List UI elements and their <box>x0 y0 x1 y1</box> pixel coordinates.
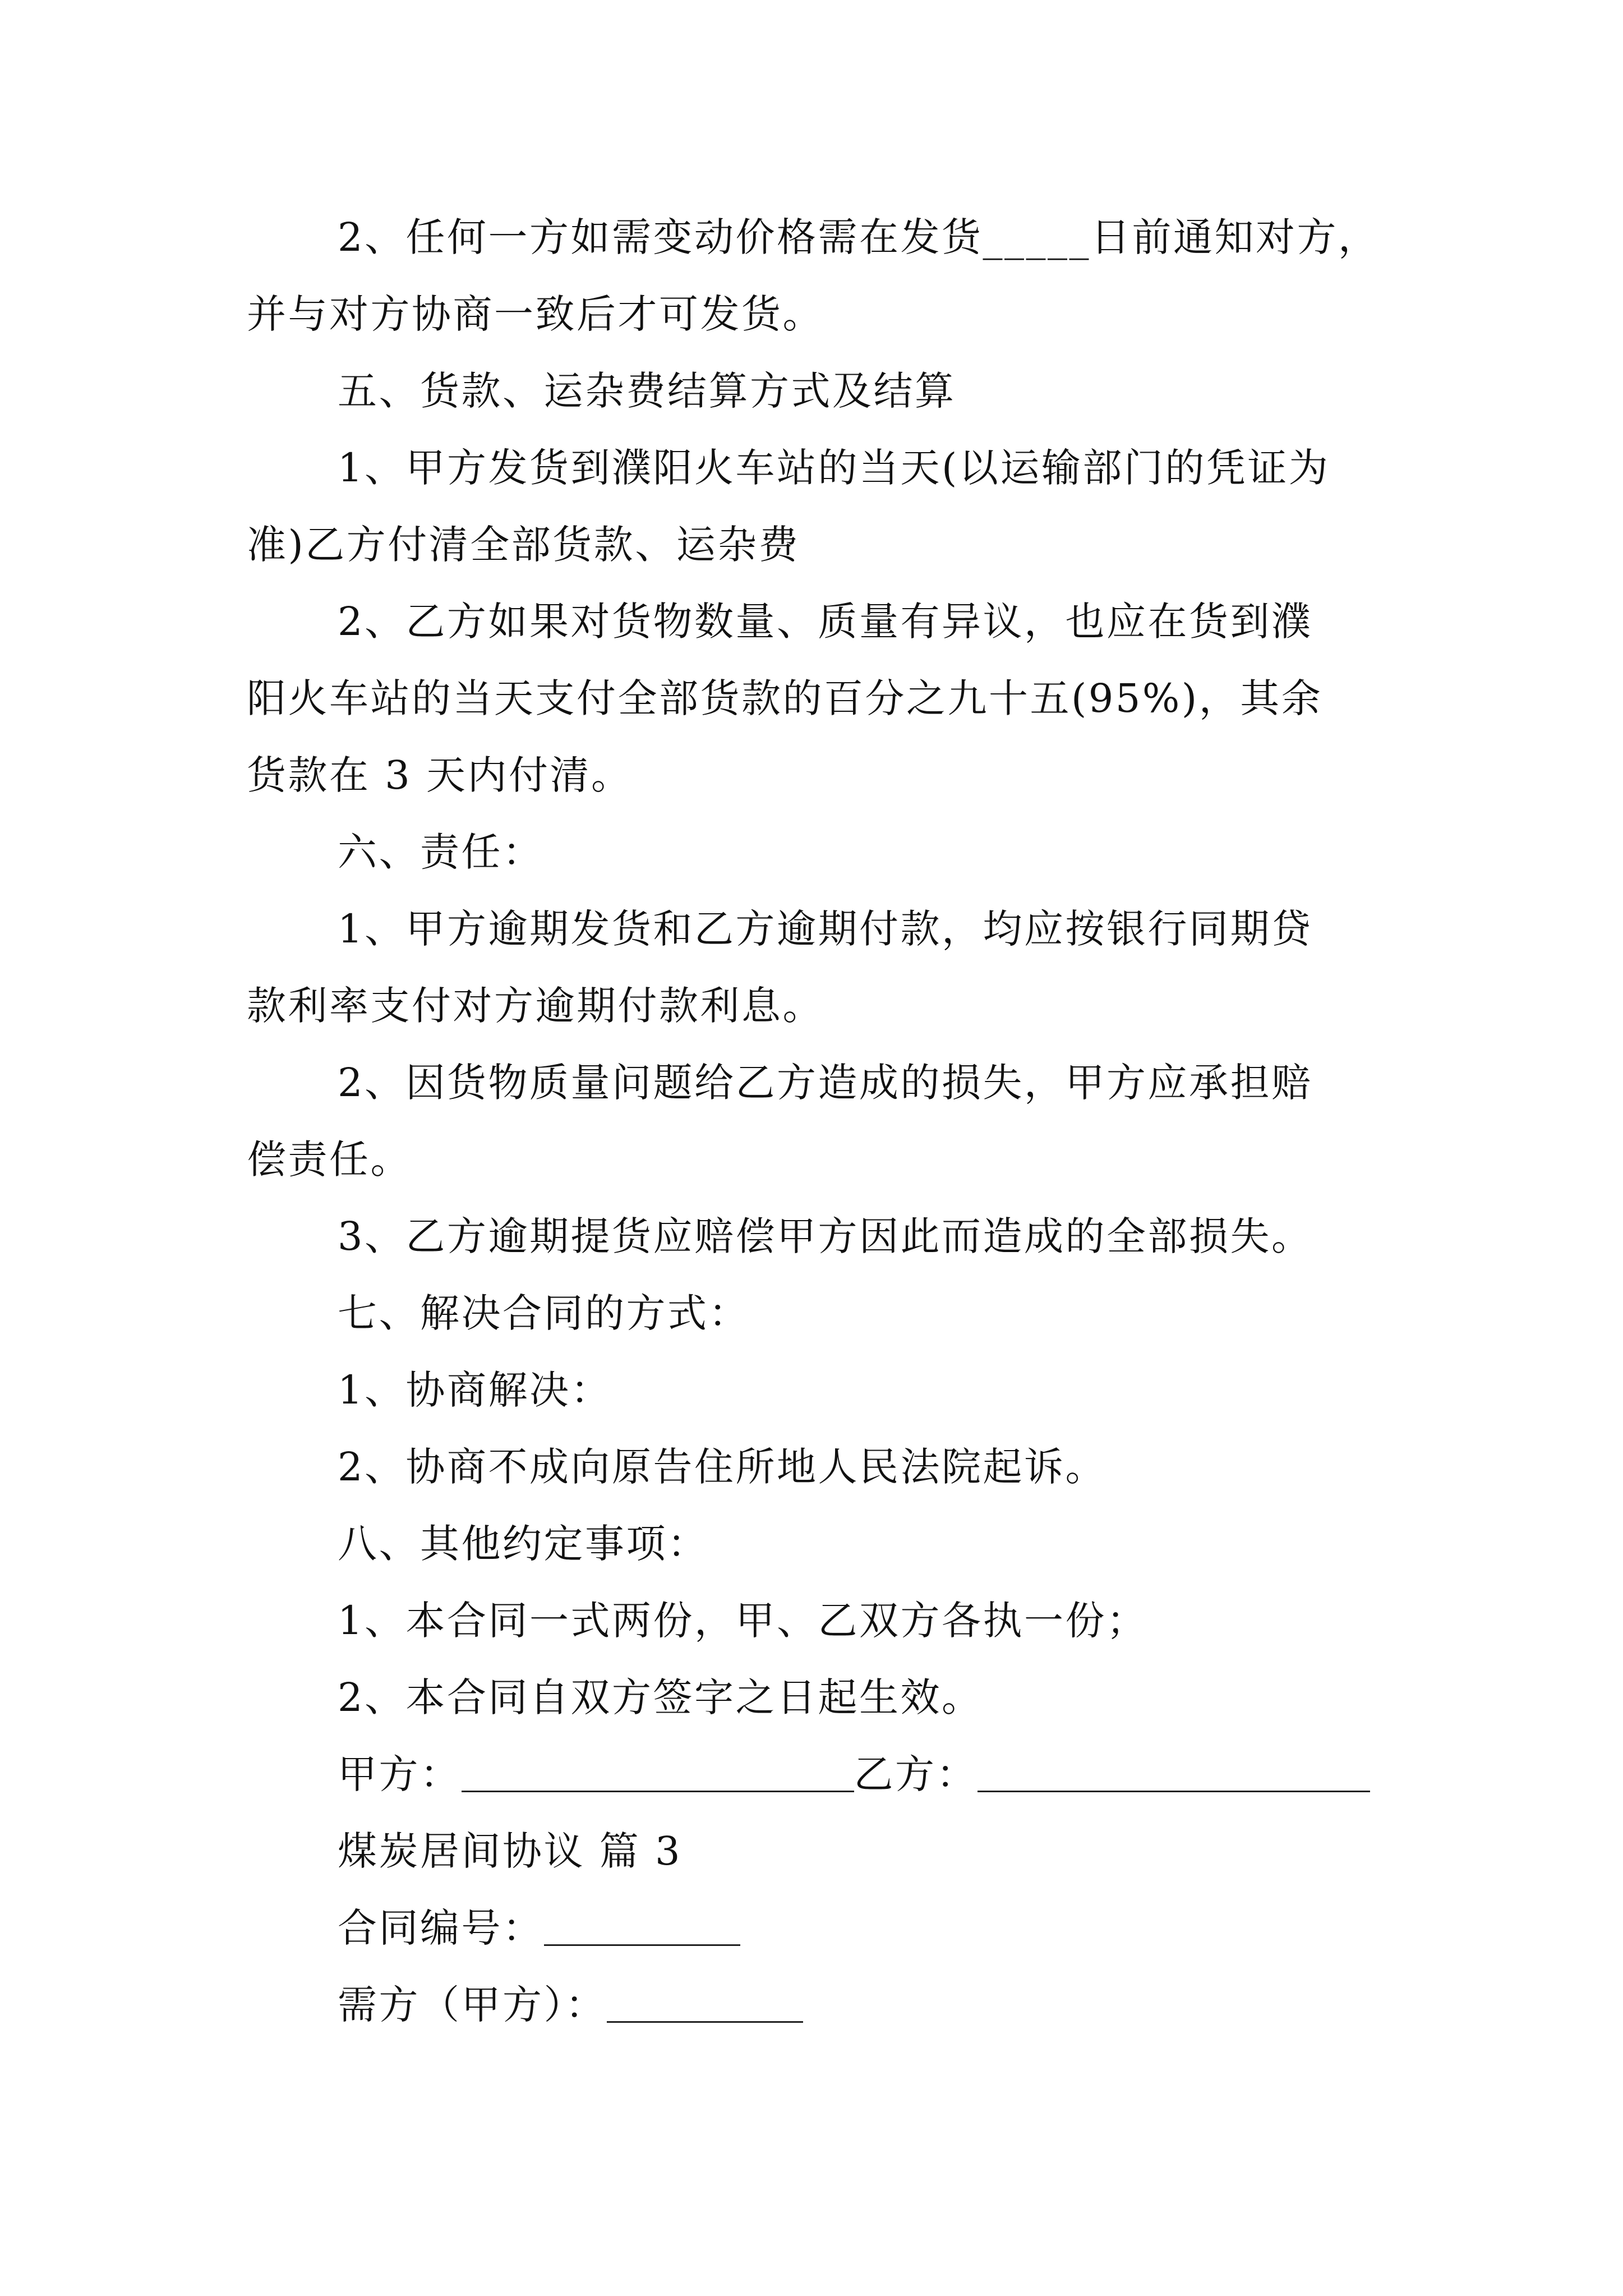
buyer-blank <box>607 2021 803 2023</box>
contract-number-line <box>338 1905 740 1951</box>
clause-payment-1: 1、甲方发货到濮阳火车站的当天(以运输部门的凭证为 <box>338 445 1330 491</box>
clause-price-change-notice: 2、任何一方如需变动价格需在发货_____日前通知对方， <box>338 214 1380 260</box>
party-a-label: 甲方： <box>338 1751 462 1797</box>
clause-liability-1-cont: 款利率支付对方逾期付款利息。 <box>247 983 824 1029</box>
clause-other-1: 1、本合同一式两份，甲、乙双方各执一份； <box>338 1598 1148 1644</box>
buyer-label: 需方（甲方）： <box>338 1982 607 2028</box>
contract-number-blank <box>544 1944 740 1946</box>
heading-liability: 六、责任： <box>338 829 544 875</box>
clause-liability-2: 2、因货物质量问题给乙方造成的损失，甲方应承担赔 <box>338 1060 1313 1106</box>
party-b-signature-blank <box>978 1790 1370 1792</box>
heading-dispute-resolution: 七、解决合同的方式： <box>338 1290 750 1336</box>
clause-liability-2-cont: 偿责任。 <box>247 1137 412 1182</box>
signature-line <box>338 1751 1370 1797</box>
contract-number-label: 合同编号： <box>338 1905 544 1951</box>
clause-other-2: 2、本合同自双方签字之日起生效。 <box>338 1674 983 1720</box>
clause-price-change-notice-cont: 并与对方协商一致后才可发货。 <box>247 291 824 337</box>
clause-payment-2: 2、乙方如果对货物数量、质量有异议，也应在货到濮 <box>338 599 1313 645</box>
section-title: 煤炭居间协议 篇 3 <box>338 1828 683 1874</box>
clause-payment-1-cont: 准)乙方付清全部货款、运杂费 <box>247 522 800 568</box>
clause-payment-2-cont2: 货款在 3 天内付清。 <box>247 752 633 798</box>
clause-liability-3: 3、乙方逾期提货应赔偿甲方因此而造成的全部损失。 <box>338 1213 1313 1259</box>
heading-other-matters: 八、其他约定事项： <box>338 1521 709 1567</box>
clause-liability-1: 1、甲方逾期发货和乙方逾期付款，均应按银行同期贷 <box>338 906 1313 952</box>
clause-payment-2-cont: 阳火车站的当天支付全部货款的百分之九十五(95%)，其余 <box>247 675 1323 721</box>
clause-dispute-2: 2、协商不成向原告住所地人民法院起诉。 <box>338 1444 1107 1490</box>
heading-payment-settlement: 五、货款、运杂费结算方式及结算 <box>338 368 956 414</box>
clause-dispute-1: 1、协商解决： <box>338 1367 612 1413</box>
buyer-line <box>338 1982 803 2028</box>
party-a-signature-blank <box>462 1790 854 1792</box>
party-b-label: 乙方： <box>854 1751 978 1797</box>
